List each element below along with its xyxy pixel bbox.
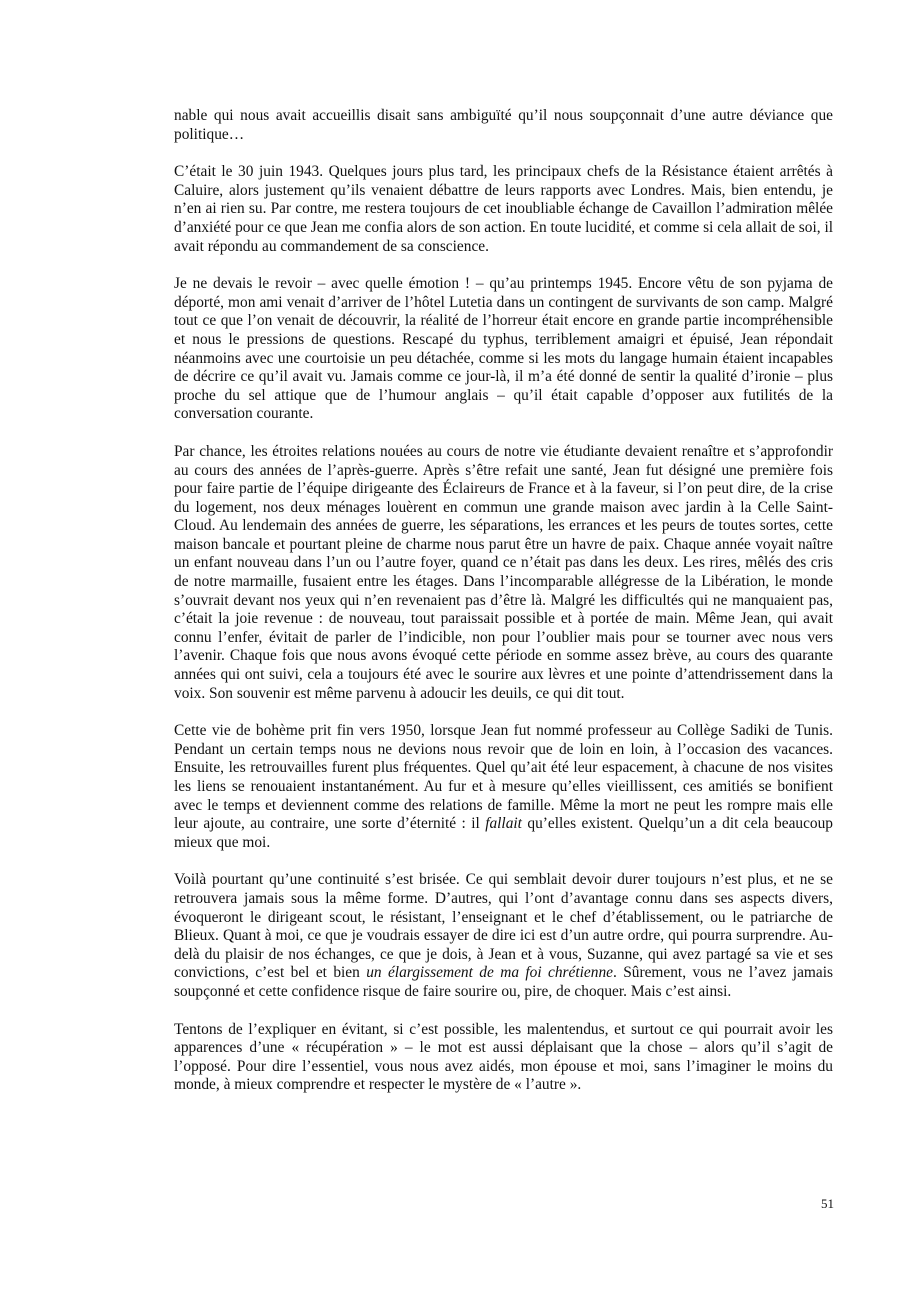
italic-text-run: un élargissement de ma foi chrétienne bbox=[366, 964, 613, 982]
paragraph bbox=[174, 443, 833, 703]
text-run: C’était le 30 juin 1943. Quelques jours plus tard, les principaux chefs de la Résistance étaient arrêtés à Caluire, alors justement qu’ils venaient débattre de leurs rapports avec Londres. Mais, bien entendu, je n’en ai rien su. Par contre, me restera toujours de cet inoubliable échange de Cavaillon l’admiration mêlée d’anxiété pour ce que Jean me confia alors de son action. En toute lucidité, et comme si cela allait de soi, il avait répondu au commandement de sa conscience. bbox=[174, 163, 834, 255]
page-number: 51 bbox=[821, 1196, 834, 1211]
text-run: Voilà pourtant qu’une continuité s’est brisée. Ce qui semblait devoir durer toujours n’est plus, et ne se retrouvera jamais sous la même forme. D’autres, qui l’ont d’avantage connu dans ses aspects divers, évoqueront le dirigeant scout, le résistant, l’enseignant et le chef d’établissement, ou le patriarche de Blieux. Quant à moi, ce que je voudrais essayer de dire ici est d’un autre ordre, qui pourra surprendre. Au-delà du plaisir de nos échanges, ce que je dois, à Jean et à vous, Suzanne, qui avez partagé sa vie et ses convictions, c’est bel et bien bbox=[174, 871, 833, 982]
text-run: nable qui nous avait accueillis disait sans ambiguïté qu’il nous soupçonnait d’une autre déviance que politique… bbox=[174, 107, 833, 143]
text-run: Par chance, les étroites relations nouées au cours de notre vie étudiante devaient renaître et s’approfondir au cours des années de l’après-guerre. Après s’être refait une santé, Jean fut désigné une première fois pour faire partie de l’équipe dirigeante des Éclaireurs de France et à la faveur, si l’on peut dire, de la crise du logement, nos deux ménages louèrent en commun une grande maison avec jardin à la Celle Saint-Cloud. Au lendemain des années de guerre, les séparations, les errances et les peurs de toutes sortes, cette maison bancale et pourtant pleine de charme nous parut être un havre de paix. Chaque année voyait naître un enfant nouveau dans l’un ou l’autre foyer, quand ce n’était pas dans les deux. Les rires, mêlés des cris de notre marmaille, fusaient entre les étages. Dans l’incomparable allégresse de la Libération, le monde s’ouvrait devant nos yeux qui n’en revenaient pas d’être là. Malgré les difficultés qui ne manquaient pas, c’était la joie revenue : de nouveau, tout paraissait possible et à portée de main. Même Jean, qui avait connu l’enfer, évitait de parler de l’indicible, non pour l’oublier mais pour se tourner avec nous vers l’avenir. Chaque fois que nous avons évoqué cette période en somme assez brève, au cours des quarante années qui ont suivi, cela a toujours été avec le sourire aux lèvres et une pointe d’attendrissement dans la voix. Son souvenir est même parvenu à adoucir les deuils, ce qui dit tout. bbox=[174, 442, 833, 702]
text-run: Cette vie de bohème prit fin vers 1950, lorsque Jean fut nommé professeur au Collège Sadiki de Tunis. Pendant un certain temps nous ne devions nous revoir que de loin en loin, à l’occasion des vacances. Ensuite, les retrouvailles furent plus fréquentes. Quel qu’ait été leur espacement, à chacune de nos visites les liens se renouaient instantanément. Au fur et à mesure qu’elles vieillissent, ces amitiés se bonifient avec le temps et deviennent comme des relations de famille. Même la mort ne peut les rompre mais elle leur ajoute, au contraire, une sorte d’éternité : il bbox=[174, 722, 833, 833]
text-run: . Sûrement, vous ne l’avez jamais soupçonné et cette confidence risque de faire sourire ou, pire, de choquer. Mais c’est ainsi. bbox=[174, 964, 833, 1000]
paragraph bbox=[174, 275, 833, 424]
paragraph bbox=[174, 871, 833, 1001]
paragraph bbox=[174, 722, 833, 852]
paragraph bbox=[174, 107, 833, 144]
body-text bbox=[174, 107, 833, 1095]
paragraph bbox=[174, 1021, 833, 1095]
text-run: Je ne devais le revoir – avec quelle émotion ! – qu’au printemps 1945. Encore vêtu de son pyjama de déporté, mon ami venait d’arriver de l’hôtel Lutetia dans un contingent de survivants de son camp. Malgré tout ce que l’on venait de découvrir, la réalité de l’horreur était encore en grande partie incompréhensible et nous le pressions de questions. Rescapé du typhus, terriblement amaigri et épuisé, Jean répondait néanmoins avec une courtoisie un peu détachée, comme si les mots du langage humain étaient incapables de décrire ce qu’il avait vu. Jamais comme ce jour-là, il m’a été donné de sentir la qualité d’ironie – plus proche du sel attique que de l’humour anglais – qu’il était capable d’opposer aux futilités de la conversation courante. bbox=[174, 275, 833, 423]
paragraph bbox=[174, 163, 833, 256]
text-run: Tentons de l’expliquer en évitant, si c’est possible, les malentendus, et surtout ce qui pourrait avoir les apparences d’une « récupération » – le mot est aussi déplaisant que la chose – alors qu’il s’agit de l’opposé. Pour dire l’essentiel, vous nous avez aidés, mon épouse et moi, sans l’imaginer le moins du monde, à mieux comprendre et respecter le mystère de « l’autre ». bbox=[174, 1020, 833, 1094]
text-run: qu’elles existent. Quelqu’un a dit cela beaucoup mieux que moi. bbox=[174, 815, 834, 851]
italic-text-run: fallait bbox=[485, 815, 522, 833]
